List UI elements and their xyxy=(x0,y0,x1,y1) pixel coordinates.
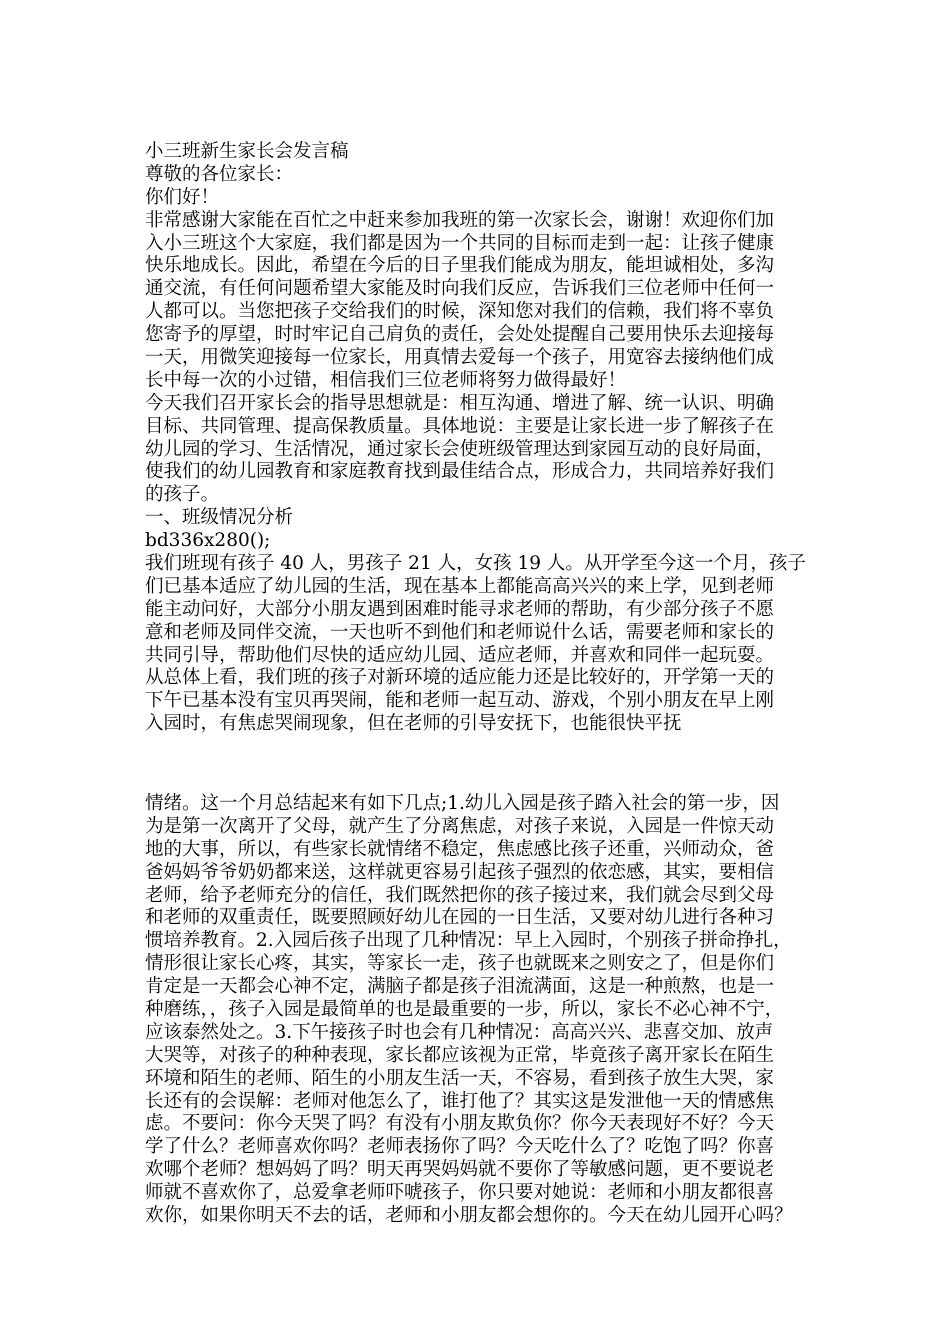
text-line: 幼儿园的学习、生活情况，通过家长会使班级管理达到家园互动的良好局面， xyxy=(145,438,775,460)
text-line: 您寄予的厚望，时时牢记自己肩负的责任，会处处提醒自己要用快乐去迎接每 xyxy=(145,324,775,346)
text-line: 虑。不要问：你今天哭了吗？有没有小朋友欺负你？你今天表现好不好？今天 xyxy=(145,1113,775,1135)
text-line: 你们好！ xyxy=(145,186,220,208)
document-text-lower xyxy=(145,793,810,1228)
text-line: 非常感谢大家能在百忙之中赶来参加我班的第一次家长会，谢谢！欢迎你们加 xyxy=(145,209,775,231)
text-line: 使我们的幼儿园教育和家庭教育找到最佳结合点，形成合力，共同培养好我们 xyxy=(145,461,775,483)
text-line: 小三班新生家长会发言稿 xyxy=(145,141,349,162)
text-line: 欢你，如果你明天不去的话，老师和小朋友都会想你的。今天在幼儿园开心吗？ xyxy=(145,1205,793,1227)
text-line: 人都可以。当您把孩子交给我们的时候，深知您对我们的信赖，我们将不辜负 xyxy=(145,301,775,323)
text-line: 长还有的会误解：老师对他怎么了，谁打他了？其实这是发泄他一天的情感焦 xyxy=(145,1090,775,1112)
text-line: 情形很让家长心疼，其实，等家长一走，孩子也就既来之则安之了，但是你们 xyxy=(145,953,775,975)
text-line: 目标、共同管理、提高保教质量。具体地说：主要是让家长进一步了解孩子在 xyxy=(145,415,775,437)
text-line: 师就不喜欢你了，总爱拿老师吓唬孩子，你只要对她说：老师和小朋友都很喜 xyxy=(145,1182,775,1204)
text-line: 共同引导，帮助他们尽快的适应幼儿园、适应老师，并喜欢和同伴一起玩耍。 xyxy=(145,644,775,666)
text-line: 一天，用微笑迎接每一位家长，用真情去爱每一个孩子，用宽容去接纳他们成 xyxy=(145,347,775,369)
text-line: 和老师的双重责任，既要照顾好幼儿在园的一日生活，又要对幼儿进行各种习 xyxy=(145,907,775,929)
text-line: 惯培养教育。2.入园后孩子出现了几种情况：早上入园时，个别孩子拼命挣扎， xyxy=(145,930,792,952)
text-line: 大哭等，对孩子的种种表现，家长都应该视为正常，毕竟孩子离开家长在陌生 xyxy=(145,1044,775,1066)
text-line: 情绪。这一个月总结起来有如下几点;1.幼儿入园是孩子踏入社会的第一步，因 xyxy=(145,793,780,814)
text-line: 下午已基本没有宝贝再哭闹，能和老师一起互动、游戏，个别小朋友在早上刚 xyxy=(145,690,775,712)
text-line: 种磨练，，孩子入园是最简单的也是最重要的一步，所以，家长不必心神不宁， xyxy=(145,999,784,1021)
text-line: bd336x280(); xyxy=(145,530,271,552)
text-line: 入园时，有焦虑哭闹现象，但在老师的引导安抚下，也能很快平抚 xyxy=(145,713,682,735)
text-line: 能主动问好，大部分小朋友遇到困难时能寻求老师的帮助，有少部分孩子不愿 xyxy=(145,598,775,620)
text-line: 为是第一次离开了父母，就产生了分离焦虑，对孩子来说，入园是一件惊天动 xyxy=(145,815,775,837)
text-line: 们已基本适应了幼儿园的生活，现在基本上都能高高兴兴的来上学，见到老师 xyxy=(145,575,775,597)
text-line: 的孩子。 xyxy=(145,484,220,506)
text-line: 一、班级情况分析 xyxy=(145,507,294,529)
text-line: 老师，给予老师充分的信任，我们既然把你的孩子接过来，我们就会尽到父母 xyxy=(145,884,775,906)
text-line: 从总体上看，我们班的孩子对新环境的适应能力还是比较好的，开学第一天的 xyxy=(145,667,775,689)
text-line: 入小三班这个大家庭，我们都是因为一个共同的目标而走到一起：让孩子健康 xyxy=(145,232,775,254)
text-line: 快乐地成长。因此，希望在今后的日子里我们能成为朋友，能坦诚相处，多沟 xyxy=(145,255,775,277)
text-line: 我们班现有孩子 40 人，男孩子 21 人，女孩 19 人。从开学至今这一个月，孩子 xyxy=(145,553,806,575)
text-line: 通交流，有任何问题希望大家能及时向我们反应，告诉我们三位老师中任何一 xyxy=(145,278,775,300)
text-line: 今天我们召开家长会的指导思想就是：相互沟通、增进了解、统一认识、明确 xyxy=(145,392,775,414)
text-line: 长中每一次的小过错，相信我们三位老师将努力做得最好！ xyxy=(145,369,627,391)
text-line: 应该泰然处之。3.下午接孩子时也会有几种情况：高高兴兴、悲喜交加、放声 xyxy=(145,1021,774,1043)
text-line: 学了什么？老师喜欢你吗？老师表扬你了吗？今天吃什么了？吃饱了吗？你喜 xyxy=(145,1136,775,1158)
text-line: 欢哪个老师？想妈妈了吗？明天再哭妈妈就不要你了等敏感问题，更不要说老 xyxy=(145,1159,775,1181)
text-line: 地的大事，所以，有些家长就情绪不稳定，焦虑感比孩子还重，兴师动众，爸 xyxy=(145,838,775,860)
text-line: 爸妈妈爷爷奶奶都来送，这样就更容易引起孩子强烈的依恋感，其实，要相信 xyxy=(145,861,775,883)
text-line: 环境和陌生的老师、陌生的小朋友生活一天，不容易，看到孩子放生大哭，家 xyxy=(145,1067,775,1089)
text-line: 肯定是一天都会心神不定，满脑子都是孩子泪流满面，这是一种煎熬，也是一 xyxy=(145,976,775,998)
text-line: 尊敬的各位家长： xyxy=(145,163,294,185)
text-line: 意和老师及同伴交流，一天也听不到他们和老师说什么话，需要老师和家长的 xyxy=(145,621,775,643)
document-text-upper xyxy=(145,141,810,736)
